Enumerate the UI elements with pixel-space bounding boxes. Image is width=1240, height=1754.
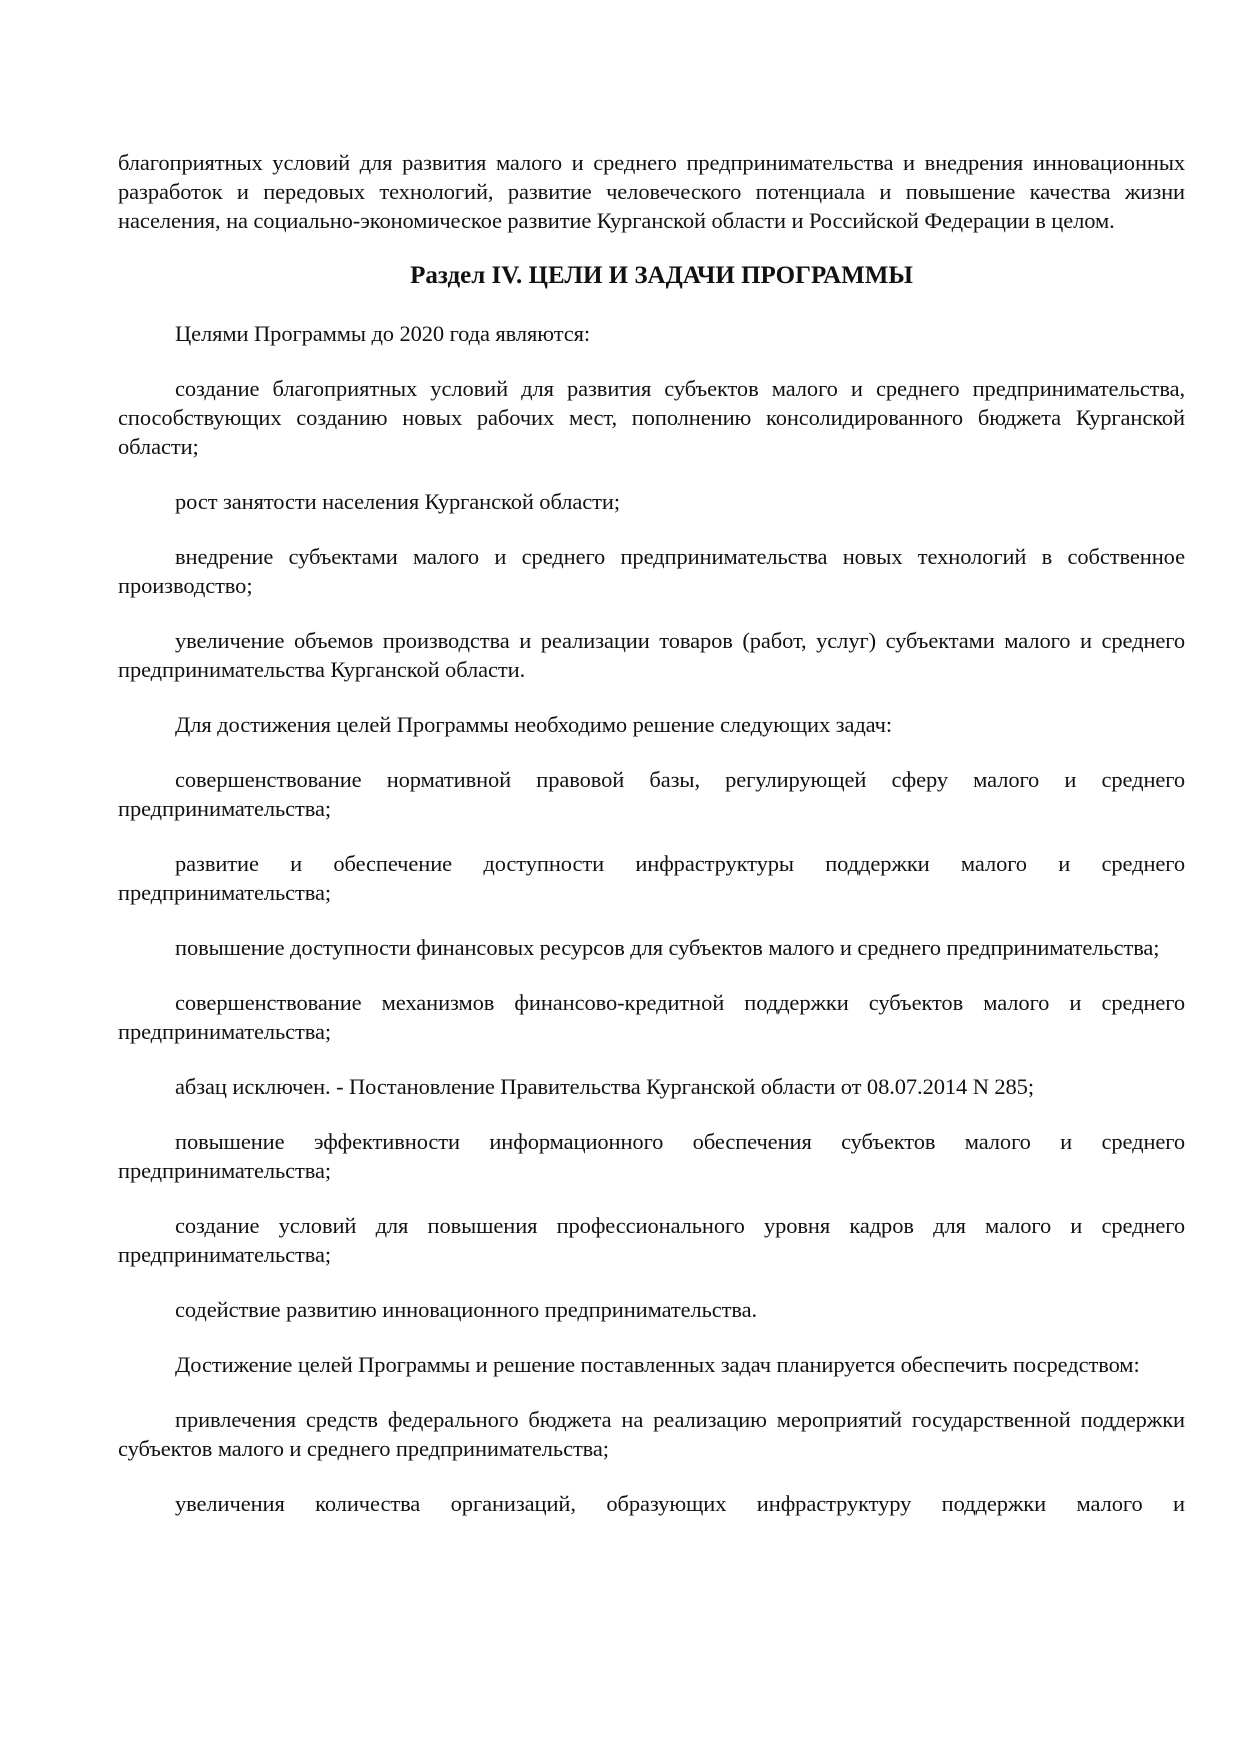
task-item: развитие и обеспечение доступности инфраструктуры поддержки малого и среднего предпринимательства;	[118, 851, 1185, 905]
means-intro: Достижение целей Программы и решение поставленных задач планируется обеспечить посредством:	[175, 1352, 1140, 1377]
goal-item: увеличение объемов производства и реализации товаров (работ, услуг) субъектами малого и среднего предпринимательства Курганской области.	[118, 628, 1185, 682]
document-page	[118, 148, 1185, 1518]
means-item-truncated: увеличения количества организаций, образующих инфраструктуру поддержки малого и	[175, 1491, 1185, 1516]
tasks-intro: Для достижения целей Программы необходимо решение следующих задач:	[175, 712, 893, 737]
section-heading: Раздел IV. ЦЕЛИ И ЗАДАЧИ ПРОГРАММЫ	[410, 262, 913, 289]
goal-item: внедрение субъектами малого и среднего предпринимательства новых технологий в собственное производство;	[118, 544, 1185, 598]
task-item: повышение эффективности информационного обеспечения субъектов малого и среднего предпринимательства;	[118, 1129, 1185, 1183]
means-item: привлечения средств федерального бюджета на реализацию мероприятий государственной поддержки субъектов малого и среднего предпринимательства;	[118, 1407, 1185, 1461]
goals-intro: Целями Программы до 2020 года являются:	[175, 321, 590, 346]
task-item: повышение доступности финансовых ресурсов для субъектов малого и среднего предпринимательства;	[175, 935, 1160, 960]
task-item: создание условий для повышения профессионального уровня кадров для малого и среднего предпринимательства;	[118, 1213, 1185, 1267]
goal-item: рост занятости населения Курганской области;	[175, 489, 620, 514]
task-item-excluded: абзац исключен. - Постановление Правительства Курганской области от 08.07.2014 N 285;	[175, 1074, 1034, 1099]
task-item: совершенствование нормативной правовой базы, регулирующей сферу малого и среднего предпринимательства;	[118, 767, 1185, 821]
task-item: содействие развитию инновационного предпринимательства.	[175, 1297, 758, 1322]
goal-item: создание благоприятных условий для развития субъектов малого и среднего предпринимательства, способствующих созданию новых рабочих мест, пополнению консолидированного бюджета Курганской области;	[118, 376, 1185, 459]
intro-paragraph: благоприятных условий для развития малого и среднего предпринимательства и внедрения инновационных разработок и передовых технологий, развитие человеческого потенциала и повышение качества жизни населения, на социально-экономическое развитие Курганской области и Российской Федерации в целом.	[118, 150, 1185, 233]
task-item: совершенствование механизмов финансово-кредитной поддержки субъектов малого и среднего предпринимательства;	[118, 990, 1185, 1044]
